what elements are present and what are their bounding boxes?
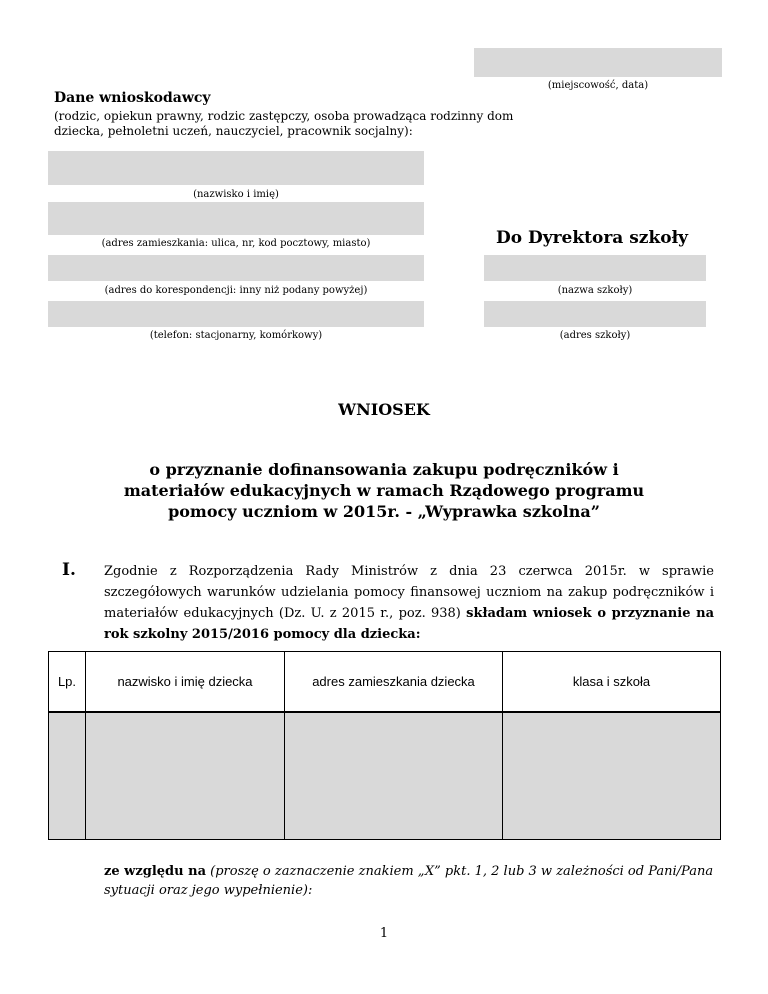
recipient-title: Do Dyrektora szkoły: [495, 228, 688, 248]
applicant-note: (rodzic, opiekun prawny, rodzic zastępczy, osoba prowadząca rodzinny dom dziecka, pełnoletni uczeń, nauczyciel, pracownik socjalny):: [54, 109, 514, 138]
section-intro-bold: składam wniosek o przyznanie na rok szkolny 2015/2016 pomocy dla dziecka:: [104, 606, 715, 642]
applicant-address-caption: (adres zamieszkania: ulica, nr, kod pocztowy, miasto): [101, 238, 371, 249]
reason-bold: ze względu na: [104, 864, 206, 879]
table-header-cell: klasa i szkoła: [503, 652, 721, 713]
section-number: I.: [62, 560, 76, 580]
child-name-cell[interactable]: [86, 712, 285, 840]
school-name-caption: (nazwa szkoły): [557, 285, 633, 296]
section-intro: [104, 561, 714, 645]
place-date-field[interactable]: [474, 48, 722, 77]
section-intro-text: Zgodnie z Rozporządzenia Rady Ministrów z dnia 23 czerwca 2015r. w sprawie szczegółowych warunków udzielania pomocy finansowej uczniom na zakup podręczników i materiałów edukacyjnych (Dz. U. z 2015 r., poz. 938): [104, 564, 714, 621]
page-number: 1: [379, 926, 389, 941]
reason-text: [104, 862, 714, 900]
applicant-name-field[interactable]: [48, 151, 424, 185]
school-address-field[interactable]: [484, 301, 706, 327]
place-date-caption: (miejscowość, data): [547, 80, 649, 91]
document-subtitle: o przyznanie dofinansowania zakupu podręczników i materiałów edukacyjnych w ramach Rządowego programu pomocy uczniom w 2015r. - „Wyprawka szkolna”: [123, 460, 645, 521]
correspondence-address-field[interactable]: [48, 255, 424, 281]
table-header-cell: Lp.: [49, 652, 86, 713]
applicant-address-field[interactable]: [48, 202, 424, 235]
phone-caption: (telefon: stacjonarny, komórkowy): [149, 330, 323, 341]
child-address-cell[interactable]: [285, 712, 503, 840]
reason-italic: (proszę o zaznaczenie znakiem „X” pkt. 1, 2 lub 3 w zależności od Pani/Pana sytuacji oraz jego wypełnienie):: [104, 864, 714, 898]
table-header-cell: nazwisko i imię dziecka: [86, 652, 285, 713]
lp-cell[interactable]: [49, 712, 86, 840]
school-name-field[interactable]: [484, 255, 706, 281]
phone-field[interactable]: [48, 301, 424, 327]
applicant-title: Dane wnioskodawcy: [54, 90, 211, 106]
applicant-name-caption: (nazwisko i imię): [193, 189, 279, 200]
school-address-caption: (adres szkoły): [559, 330, 631, 341]
table-header-row: [49, 652, 721, 713]
class-school-cell[interactable]: [503, 712, 721, 840]
children-table: [48, 651, 721, 840]
correspondence-address-caption: (adres do korespondencji: inny niż podany powyżej): [104, 285, 368, 296]
document-title: WNIOSEK: [338, 400, 430, 419]
table-header-cell: adres zamieszkania dziecka: [285, 652, 503, 713]
table-row: [49, 712, 721, 840]
